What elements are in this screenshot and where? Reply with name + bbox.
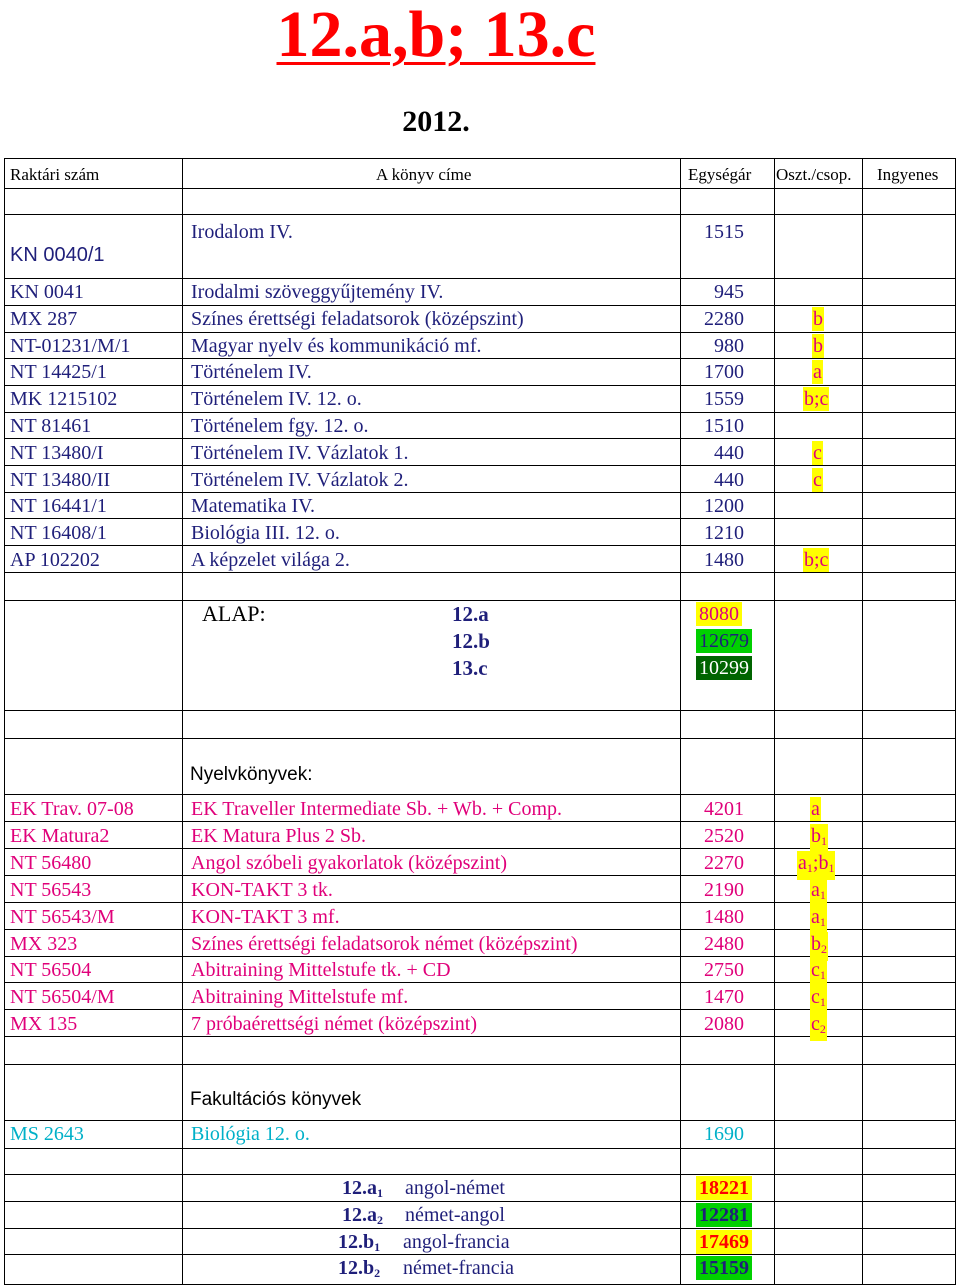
book-title: Irodalom IV. bbox=[191, 221, 293, 243]
lang-book-title: Angol szóbeli gyakorlatok (középszint) bbox=[191, 851, 508, 874]
alap-sum: 8080 bbox=[696, 602, 742, 626]
book-title: Történelem IV. 12. o. bbox=[191, 388, 362, 411]
faculty-book-price: 1690 bbox=[704, 1123, 744, 1145]
header-price: Egységár bbox=[688, 165, 752, 184]
book-code: MX 287 bbox=[10, 307, 78, 330]
lang-book-code: EK Matura2 bbox=[10, 824, 110, 847]
book-title: Irodalmi szöveggyűjtemény IV. bbox=[191, 281, 444, 303]
total-class: $12.a_2$ bbox=[342, 1203, 383, 1227]
book-price: 1559 bbox=[704, 388, 744, 411]
book-title: Színes érettségi feladatsorok (középszint) bbox=[191, 307, 524, 330]
grid-hline bbox=[4, 572, 956, 573]
grid-hline bbox=[4, 214, 956, 215]
lang-book-group: $b_2$ bbox=[810, 932, 828, 961]
grid-hline bbox=[4, 600, 956, 601]
book-title: Biológia III. 12. o. bbox=[191, 522, 340, 545]
book-group: b;c bbox=[804, 549, 829, 571]
alap-sum: 12679 bbox=[696, 629, 752, 653]
lang-book-title: KON-TAKT 3 tk. bbox=[191, 878, 333, 901]
grid-hline bbox=[4, 492, 956, 493]
lang-book-title: Színes érettségi feladatsorok német (középszint) bbox=[191, 932, 578, 955]
book-code: NT 13480/II bbox=[10, 468, 111, 491]
language-heading: Nyelvkönyvek: bbox=[190, 764, 313, 785]
grid-hline bbox=[4, 545, 956, 546]
lang-book-price: 4201 bbox=[704, 798, 744, 820]
book-title: Történelem IV. bbox=[191, 361, 312, 384]
book-group: a bbox=[813, 361, 822, 384]
header-code: Raktári szám bbox=[10, 165, 100, 184]
lang-book-group: $a_1$ bbox=[810, 878, 827, 907]
lang-book-price: 2480 bbox=[704, 932, 744, 955]
book-code: KN 0040/1 bbox=[10, 244, 105, 266]
alap-class: 12.b bbox=[452, 629, 490, 653]
lang-book-group: a bbox=[811, 798, 820, 820]
grid-hline bbox=[4, 465, 956, 466]
total-sum: 15159 bbox=[696, 1256, 752, 1280]
total-class: $12.b_1$ bbox=[338, 1230, 381, 1254]
book-price: 980 bbox=[714, 334, 744, 357]
book-code: MK 1215102 bbox=[10, 388, 118, 411]
lang-book-price: 1470 bbox=[704, 986, 744, 1009]
book-title: Magyar nyelv és kommunikáció mf. bbox=[191, 334, 482, 357]
book-price: 1480 bbox=[704, 549, 744, 571]
book-title: A képzelet világa 2. bbox=[191, 549, 350, 571]
header-class: Oszt./csop. bbox=[776, 165, 852, 184]
lang-book-code: NT 56543/M bbox=[10, 905, 115, 928]
book-price: 1200 bbox=[704, 495, 744, 518]
alap-sum: 10299 bbox=[696, 656, 752, 680]
book-title: Történelem IV. Vázlatok 2. bbox=[191, 468, 409, 491]
book-title: Történelem IV. Vázlatok 1. bbox=[191, 441, 409, 464]
total-class: $12.b_2$ bbox=[338, 1257, 381, 1281]
book-group: b;c bbox=[804, 388, 829, 411]
faculty-heading: Fakultációs könyvek bbox=[190, 1089, 362, 1110]
grid-hline bbox=[4, 412, 956, 413]
alap-class: 13.c bbox=[452, 656, 488, 680]
book-price: 2280 bbox=[704, 307, 744, 330]
grid-hline bbox=[4, 794, 956, 795]
lang-book-title: 7 próbaérettségi német (középszint) bbox=[191, 1013, 477, 1036]
lang-book-code: MX 323 bbox=[10, 932, 78, 955]
grid-hline bbox=[4, 158, 956, 159]
book-group: c bbox=[813, 441, 822, 464]
grid-hline bbox=[4, 358, 956, 359]
grid-hline bbox=[4, 738, 956, 739]
lang-book-price: 2750 bbox=[704, 959, 744, 982]
grid-vline bbox=[862, 158, 863, 1284]
book-price: 1210 bbox=[704, 522, 744, 545]
grid-hline bbox=[4, 821, 956, 822]
lang-book-group: $a_1$ bbox=[810, 905, 827, 934]
book-group: b bbox=[813, 334, 823, 357]
grid-vline bbox=[955, 158, 956, 1284]
grid-vline bbox=[774, 158, 775, 1284]
grid-hline bbox=[4, 518, 956, 519]
alap-label: ALAP: bbox=[202, 601, 266, 626]
grid-hline bbox=[4, 1148, 956, 1149]
total-languages: angol-francia bbox=[403, 1230, 510, 1253]
lang-book-group: $c_1$ bbox=[810, 985, 827, 1014]
total-languages: német-angol bbox=[405, 1203, 505, 1226]
book-code: NT 13480/I bbox=[10, 441, 104, 464]
book-code: NT-01231/M/1 bbox=[10, 334, 131, 357]
grid-vline bbox=[4, 158, 5, 1284]
book-group: b bbox=[813, 307, 823, 330]
lang-book-price: 2080 bbox=[704, 1013, 744, 1036]
grid-hline bbox=[4, 1064, 956, 1065]
lang-book-code: NT 56504 bbox=[10, 959, 92, 982]
lang-book-price: 2270 bbox=[704, 851, 744, 874]
book-code: AP 102202 bbox=[10, 549, 100, 571]
lang-book-title: KON-TAKT 3 mf. bbox=[191, 905, 340, 928]
book-code: NT 16408/1 bbox=[10, 522, 107, 545]
alap-class: 12.a bbox=[452, 602, 489, 626]
book-price: 440 bbox=[714, 468, 744, 491]
book-price: 1700 bbox=[704, 361, 744, 384]
lang-book-code: MX 135 bbox=[10, 1013, 78, 1036]
lang-book-price: 1480 bbox=[704, 905, 744, 928]
year-heading: 2012. bbox=[402, 105, 470, 138]
page-title: 12.a,b; 13.c bbox=[276, 0, 596, 71]
book-code: NT 14425/1 bbox=[10, 361, 107, 384]
grid-hline bbox=[4, 1284, 956, 1285]
lang-book-title: Abitraining Mittelstufe tk. + CD bbox=[191, 959, 451, 982]
header-free: Ingyenes bbox=[877, 165, 939, 184]
total-languages: német-francia bbox=[403, 1257, 515, 1280]
grid-hline bbox=[4, 1174, 956, 1175]
grid-hline bbox=[4, 1120, 956, 1121]
lang-book-price: 2520 bbox=[704, 824, 744, 847]
lang-book-code: NT 56504/M bbox=[10, 986, 115, 1009]
lang-book-title: EK Matura Plus 2 Sb. bbox=[191, 824, 366, 847]
lang-book-title: EK Traveller Intermediate Sb. + Wb. + Comp. bbox=[191, 798, 563, 820]
lang-book-group: $c_2$ bbox=[810, 1012, 827, 1041]
grid-hline bbox=[4, 710, 956, 711]
book-title: Történelem fgy. 12. o. bbox=[191, 415, 369, 437]
grid-hline bbox=[4, 278, 956, 279]
lang-book-price: 2190 bbox=[704, 878, 744, 901]
book-code: NT 81461 bbox=[10, 415, 92, 437]
lang-book-title: Abitraining Mittelstufe mf. bbox=[191, 986, 409, 1009]
book-group: c bbox=[813, 468, 822, 491]
total-languages: angol-német bbox=[405, 1177, 505, 1199]
header-book: A könyv címe bbox=[376, 165, 472, 184]
grid-hline bbox=[4, 438, 956, 439]
grid-hline bbox=[4, 385, 956, 386]
book-price: 440 bbox=[714, 441, 744, 464]
grid-vline bbox=[182, 158, 183, 1284]
total-sum: 12281 bbox=[696, 1203, 752, 1227]
total-class: $12.a_1$ bbox=[342, 1177, 383, 1200]
total-sum: 18221 bbox=[696, 1176, 752, 1200]
faculty-book-title: Biológia 12. o. bbox=[191, 1123, 310, 1145]
grid-hline bbox=[4, 188, 956, 189]
faculty-book-code: MS 2643 bbox=[10, 1123, 84, 1145]
lang-book-group: $a_1;b_1$ bbox=[797, 851, 835, 880]
book-title: Matematika IV. bbox=[191, 495, 316, 518]
book-code: NT 16441/1 bbox=[10, 495, 107, 518]
lang-book-group: $b_1$ bbox=[810, 824, 828, 853]
book-code: KN 0041 bbox=[10, 281, 84, 303]
lang-book-group: $c_1$ bbox=[810, 958, 827, 987]
grid-hline bbox=[4, 1254, 956, 1255]
lang-book-code: EK Trav. 07-08 bbox=[10, 798, 134, 820]
book-price: 1515 bbox=[704, 221, 744, 243]
lang-book-code: NT 56543 bbox=[10, 878, 92, 901]
lang-book-code: NT 56480 bbox=[10, 851, 92, 874]
book-price: 1510 bbox=[704, 415, 744, 437]
total-sum: 17469 bbox=[696, 1230, 752, 1254]
book-price: 945 bbox=[714, 281, 744, 303]
